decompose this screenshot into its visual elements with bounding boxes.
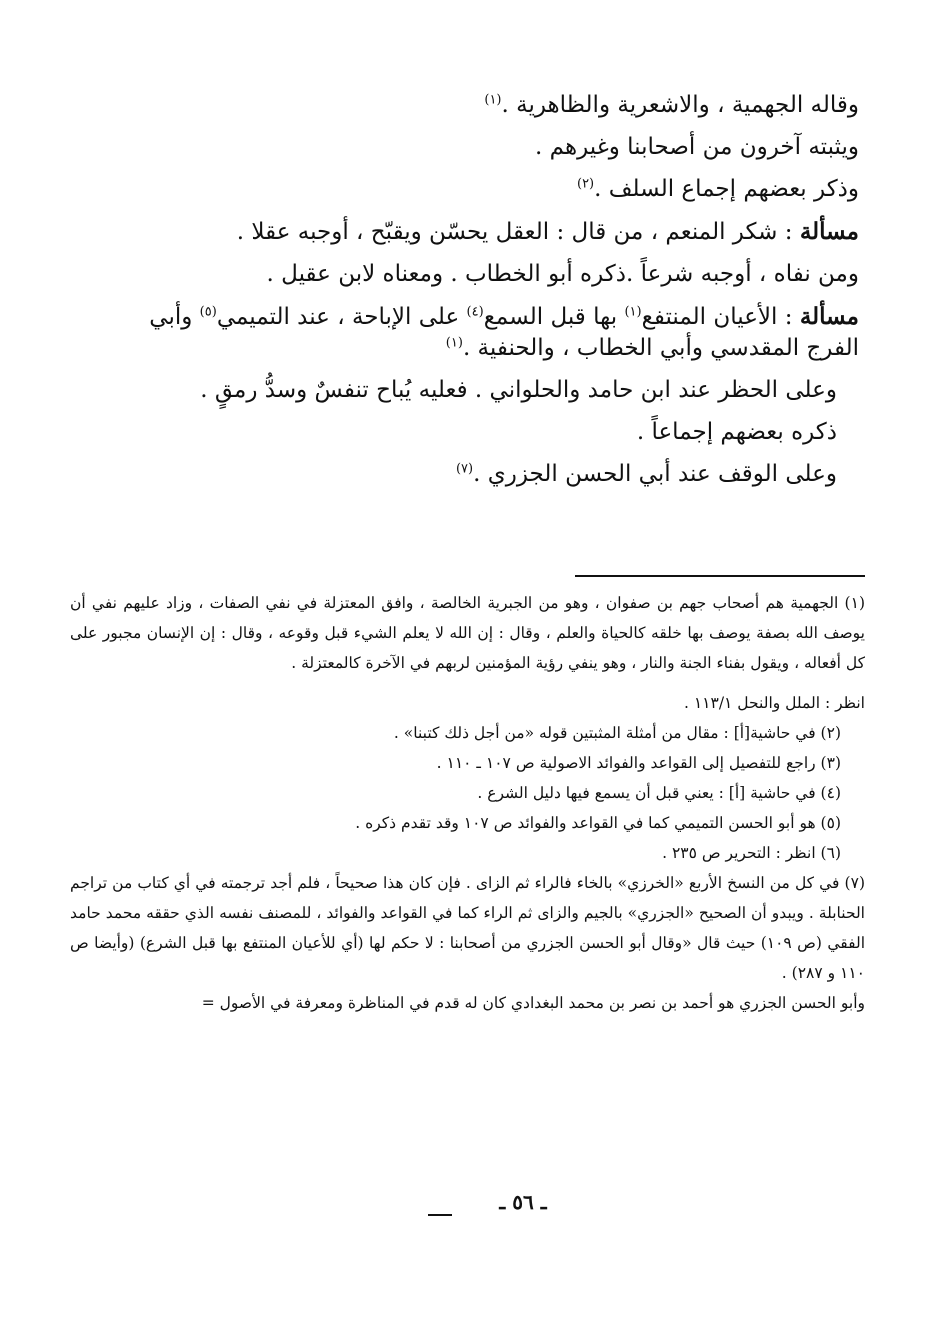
footnote-ref: (٧) — [455, 461, 474, 477]
masala-shukr: مسألة : شكر المنعم ، من قال : العقل يحسّن ويقبّح ، أوجبه عقلا . — [236, 218, 859, 245]
main-line: وعلى الحظر عند ابن حامد والحلواني . فعليه يُباح تنفسٌ وسدُّ رمقٍ . — [200, 377, 837, 403]
footnotes — [70, 588, 865, 1018]
footnote-ref: (٥) — [199, 304, 217, 320]
footnote-5: (٥) هو أبو الحسن التميمي كما في القواعد والفوائد ص ١٠٧ وقد تقدم ذكره . — [355, 814, 841, 832]
masala-heading: مسألة — [799, 218, 859, 245]
page-number: ـ ٥٦ ـ — [499, 1190, 547, 1214]
footnote-3: (٣) راجع للتفصيل إلى القواعد والفوائد الاصولية ص ١٠٧ ـ ١١٠ . — [436, 754, 841, 772]
footnote-ref: (٤) — [466, 304, 484, 320]
main-text — [119, 90, 859, 501]
footnote-2: (٢) في حاشية[أ] : مقال من أمثلة المثبتين قوله «من أجل ذلك كتبنا» . — [393, 724, 841, 742]
footnote-separator — [575, 575, 865, 577]
footnote-6: (٦) انظر : التحرير ص ٢٣٥ . — [662, 844, 841, 862]
masala-heading: مسألة — [799, 303, 859, 330]
footnote-ref: (١) — [624, 304, 642, 320]
main-line: ومن نفاه ، أوجبه شرعاً .ذكره أبو الخطاب . ومعناه لابن عقيل . — [266, 261, 859, 287]
main-line: وقاله الجهمية ، والاشعرية والظاهرية .$^{(١)}$ — [484, 92, 859, 118]
main-line: ذكره بعضهم إجماعاً . — [636, 419, 837, 445]
masala-aayan: مسألة : الأعيان المنتفع$^{(١)}$ بها قبل السمع$^{(٤)}$ على الإباحة ، عند التميمي$^{(٥)}$ وأبي الفرج المقدسي وأبي الخطاب ، والحنفية .$^{(١)}$ — [149, 303, 859, 361]
footnote-7: (٧) في كل من النسخ الأربع «الخرزي» بالخاء فالراء ثم الزاى . فإن كان هذا صحيحاً ، فلم أجد ترجمته في أي كتاب من تراجم الحنابلة . ويبدو أن الصحيح «الجزري» بالجيم والزاى ثم الراء كما في القواعد والفوائد ، للمصنف نفسه الذي حققه محمد حامد الفقي (ص ١٠٩) حيث قال «وقال أبو الحسن الجزري من أصحابنا : لا حكم لها (أي للأعيان المنتفع بها قبل الشرع) (وأيضا ص ١١٠ و ٢٨٧) . — [70, 874, 866, 982]
footnote-1: (١) الجهمية هم أصحاب جهم بن صفوان ، وهو من الجبرية الخالصة ، وافق المعتزلة في نفي الصفات ، وزاد عليهم نفي أن يوصف الله بصفة يوصف بها خلقه كالحياة والعلم ، وقال : إن الله لا يعلم الشيء قبل وقوعه ، وقال : إن الإنسان مجبور على كل أفعاله ، ويقول بفناء الجنة والنار ، وهو ينفي رؤية المؤمنين لربهم في الآخرة كالمعتزلة . — [70, 594, 865, 672]
footnote-4: (٤) في حاشية [أ] : يعني قبل أن يسمع فيها دليل الشرع . — [477, 784, 841, 802]
footnote-ref: (١) — [445, 335, 463, 351]
page-mark — [428, 1214, 452, 1216]
main-line: وذكر بعضهم إجماع السلف .$^{(٢)}$ — [576, 176, 859, 202]
main-line: وعلى الوقف عند أبي الحسن الجزري .$^{(٧)}$ — [455, 461, 837, 487]
footnote-1-reference: انظر : الملل والنحل ١١٣/١ . — [683, 694, 865, 712]
footnote-ref: (١) — [484, 92, 502, 108]
footnote-continuation: وأبو الحسن الجزري هو أحمد بن نصر بن محمد البغدادي كان له قدم في المناظرة ومعرفة في الأصول = — [201, 994, 865, 1012]
main-line: ويثبته آخرون من أصحابنا وغيرهم . — [535, 134, 859, 160]
footnote-ref: (٢) — [576, 176, 595, 192]
